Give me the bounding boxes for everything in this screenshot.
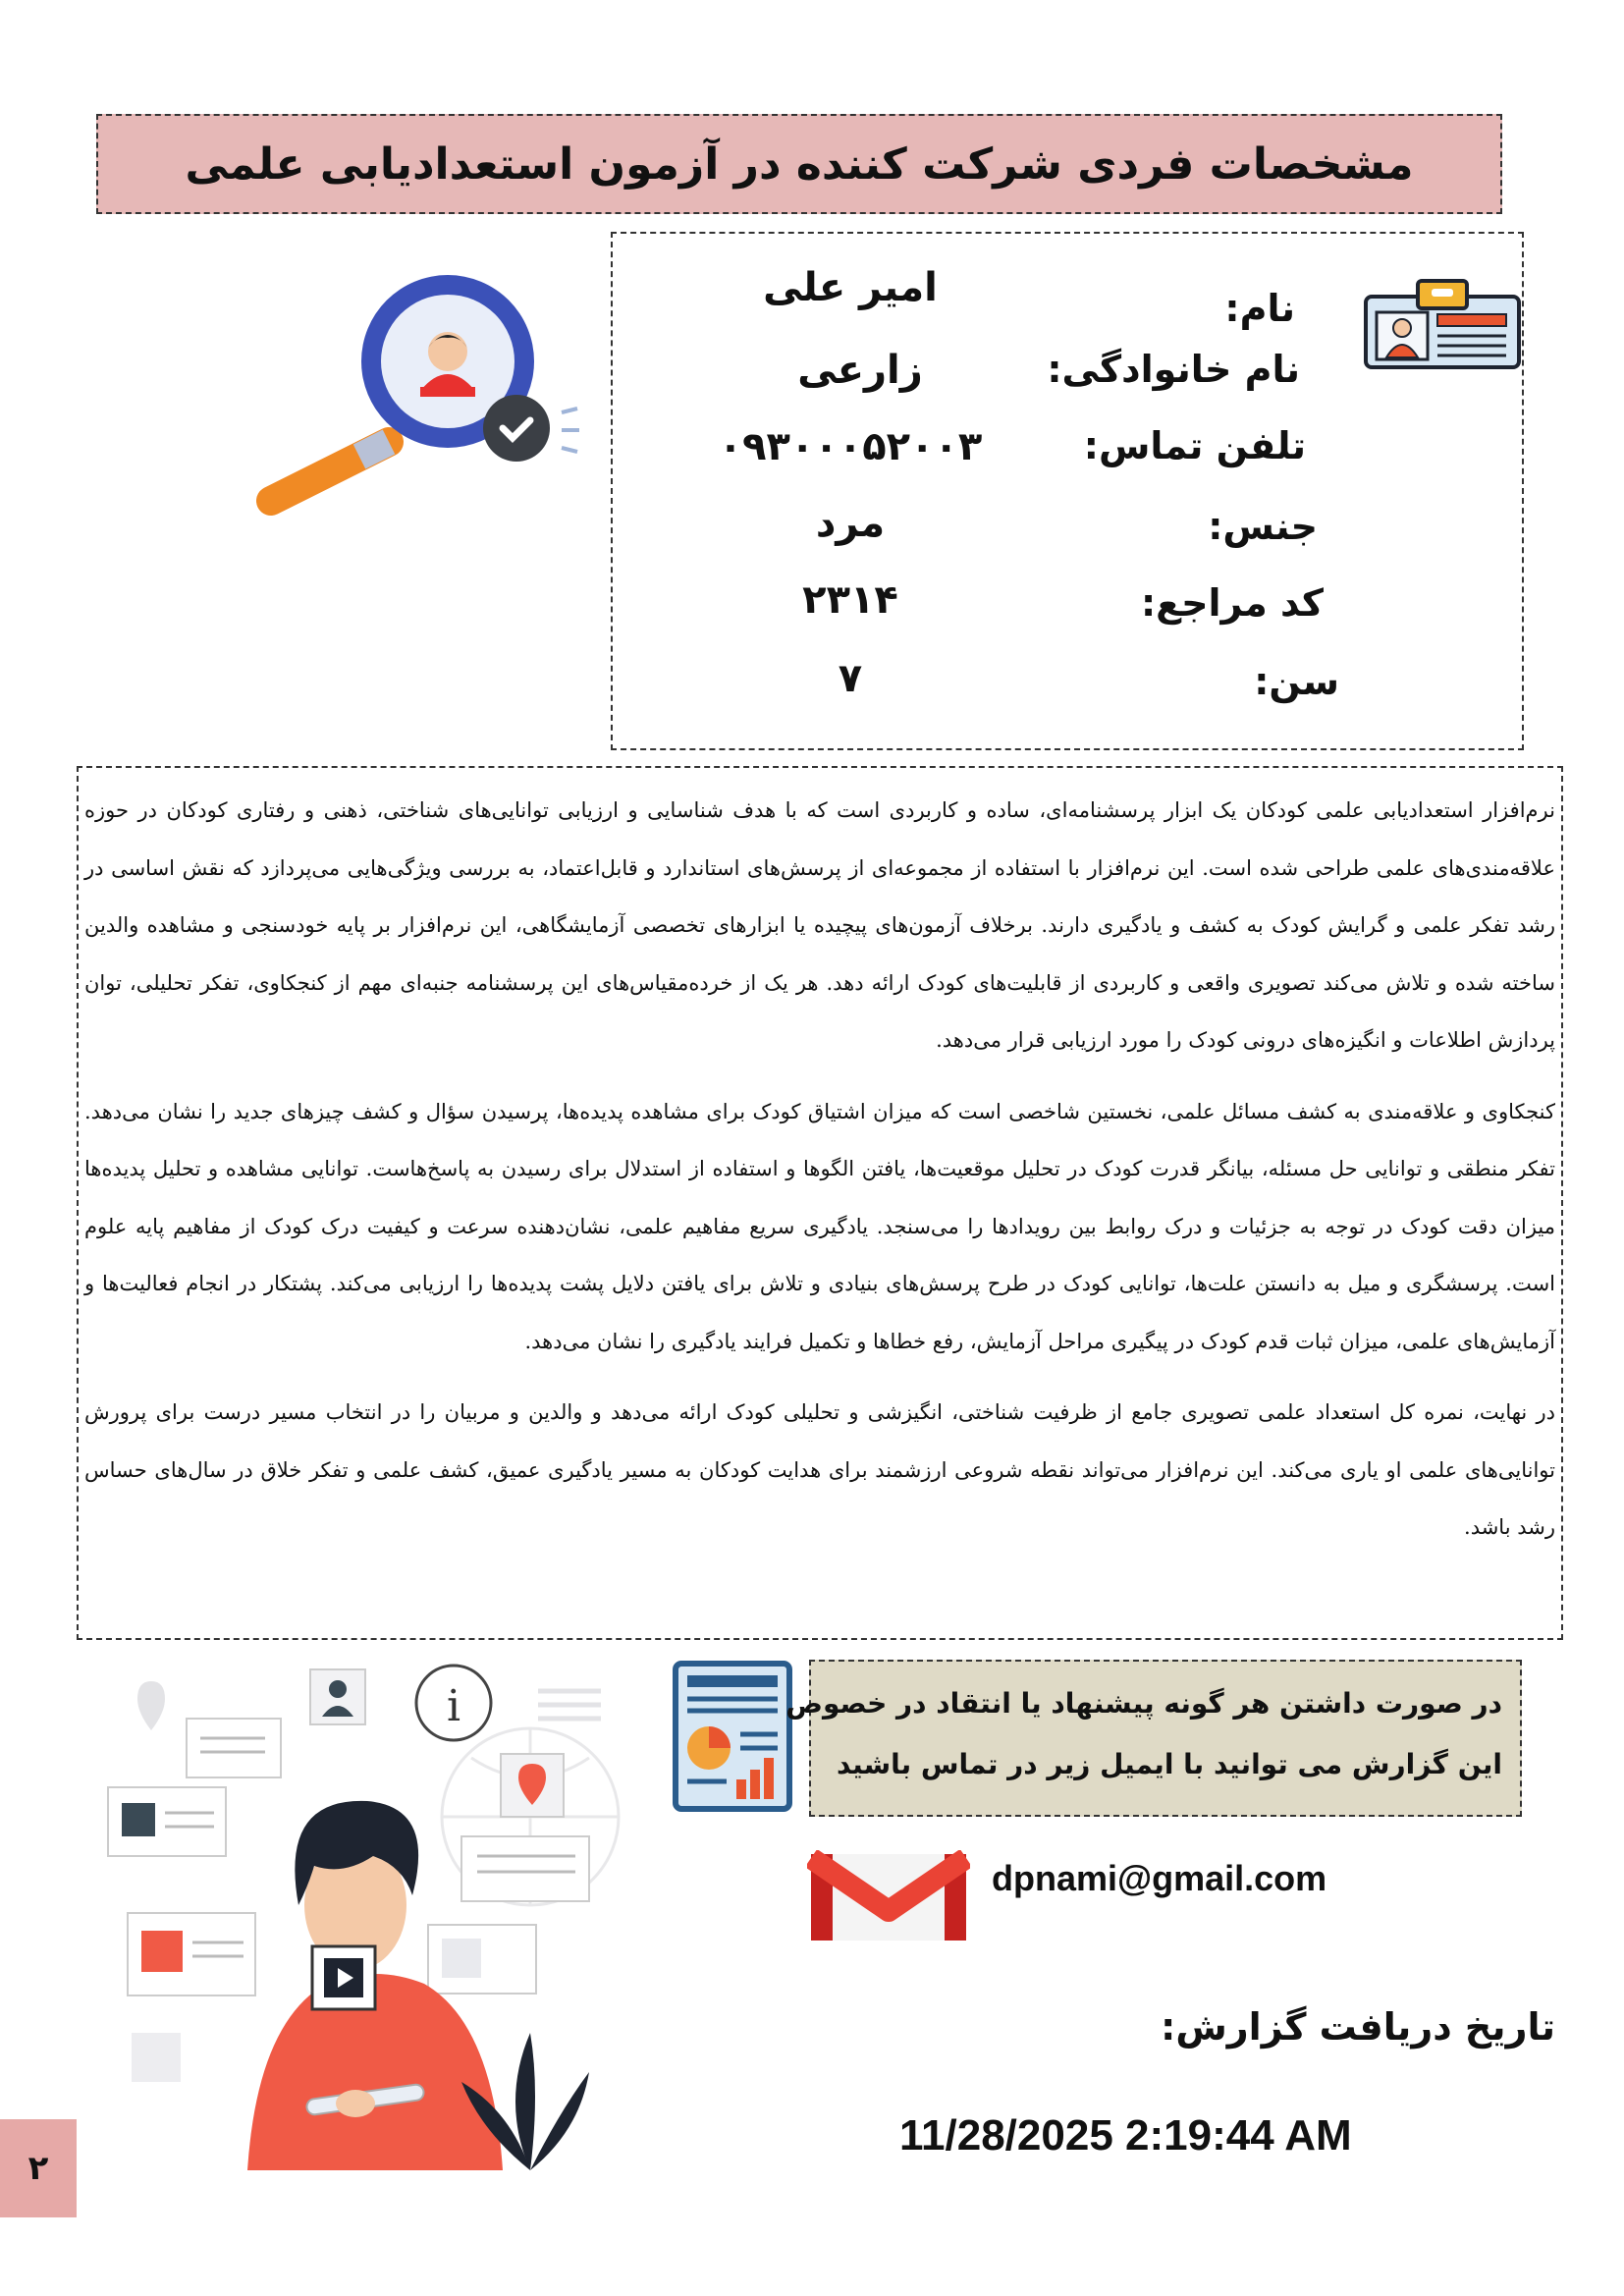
phone-value: ۰۹۳۰۰۰۵۲۰۰۳: [718, 424, 983, 469]
phone-label: تلفن تماس:: [1083, 424, 1306, 467]
report-date-label: تاریخ دریافت گزارش:: [1161, 2005, 1555, 2049]
id-card-icon: [1363, 277, 1522, 371]
description-paragraph: نرم‌افزار استعدادیابی علمی کودکان یک ابزار پرسشنامه‌ای، ساده و کاربردی است که با هدف شناسایی و ارزیابی توانایی‌های شناختی، ذهنی و رفتاری کودکان در حوزه علاقه‌مندی‌های علمی طراحی شده است. این نرم‌افزار با استفاده از مجموعه‌ای از پرسش‌های استاندارد و قابل‌اعتماد، به بررسی ویژگی‌هایی می‌پردازد که نقش اساسی در رشد تفکر علمی و گرایش کودک به کشف و یادگیری دارند. برخلاف آزمون‌های پیچیده یا ابزارهای تخصصی آزمایشگاهی، این نرم‌افزار بر پایه خودسنجی و مشاهده والدین ساخته شده و تلاش می‌کند تصویری واقعی و کاربردی از قابلیت‌های کودک ارائه دهد. هر یک از خرده‌مقیاس‌های این پرسشنامه جنبه‌ای مهم از کنجکاوی، تفکر تحلیلی، توان پردازش اطلاعات و انگیزه‌های درونی کودک را مورد ارزیابی قرار می‌دهد.: [84, 798, 1555, 1052]
age-label: سن:: [1254, 660, 1339, 703]
report-date-value: 11/28/2025 2:19:44 AM: [899, 2111, 1352, 2159]
age-value: ۷: [838, 656, 863, 701]
feedback-note: [785, 1660, 1522, 1817]
description-paragraph: کنجکاوی و علاقه‌مندی به کشف مسائل علمی، نخستین شاخصی است که میزان اشتیاق کودک برای مشاهده پدیده‌ها، پرسیدن سؤال و کشف چیزهای جدید را نشان می‌دهد. تفکر منطقی و توانایی حل مسئله، بیانگر قدرت کودک در تحلیل موقعیت‌ها، یافتن الگوها و استفاده از استدلال برای رسیدن به پاسخ‌هاست. توانایی مشاهده و تحلیل پدیده‌ها میزان دقت کودک در توجه به جزئیات و درک روابط بین رویدادها را می‌سنجد. یادگیری سریع مفاهیم علمی، نشان‌دهنده سرعت و کیفیت درک کودک از مفاهیم پایه علوم است. پرسشگری و میل به دانستن علت‌ها، توانایی کودک در طرح پرسش‌های بنیادی و تلاش برای یافتن دلایل پشت پدیده‌ها را ارزیابی می‌کند. پشتکار در انجام فعالیت‌ها و آزمایش‌های علمی، میزان ثبات قدم کودک در پیگیری مراحل آزمایش، رفع خطاها و تکمیل فرایند یادگیری را نشان می‌دهد.: [84, 1099, 1555, 1353]
family-value: زارعی: [797, 348, 923, 393]
title-banner: [96, 114, 1502, 214]
svg-text:i: i: [446, 1681, 461, 1731]
feedback-line-1: در صورت داشتن هر گونه پیشنهاد یا انتقاد در خصوص: [785, 1687, 1502, 1720]
code-label: کد مراجع:: [1140, 581, 1324, 625]
name-value: امیر علی: [763, 265, 938, 310]
magnifier-user-icon: [251, 265, 585, 520]
code-value: ۲۳۱۴: [802, 577, 898, 623]
report-document-icon: [672, 1660, 793, 1813]
feedback-line-2: این گزارش می توانید با ایمیل زیر در تماس باشید: [836, 1748, 1502, 1780]
page-number-badge: [0, 2119, 77, 2217]
page-title: مشخصات فردی شرکت کننده در آزمون استعدادیابی علمی: [185, 138, 1414, 190]
contact-email-link[interactable]: dpnami@gmail.com: [992, 1858, 1327, 1898]
family-label: نام خانوادگی:: [1047, 348, 1300, 391]
gender-label: جنس:: [1208, 505, 1318, 548]
page-number: ۲: [27, 2149, 49, 2188]
person-with-media-illustration: [98, 1660, 648, 2170]
description-box: [77, 766, 1563, 1640]
description-paragraph: در نهایت، نمره کل استعداد علمی تصویری جامع از ظرفیت شناختی، انگیزشی و تحلیلی کودک ارائه می‌دهد و والدین و مربیان را در انتخاب مسیر درست برای پرورش توانایی‌های علمی او یاری می‌کند. این نرم‌افزار می‌تواند نقطه شروعی ارزشمند برای هدایت کودکان به مسیر یادگیری عمیق، کشف علمی و تفکر خلاق در سال‌های حساس رشد باشد.: [84, 1400, 1555, 1539]
name-label: نام:: [1224, 287, 1295, 330]
gmail-icon: [807, 1850, 970, 1944]
gender-value: مرد: [815, 501, 886, 546]
